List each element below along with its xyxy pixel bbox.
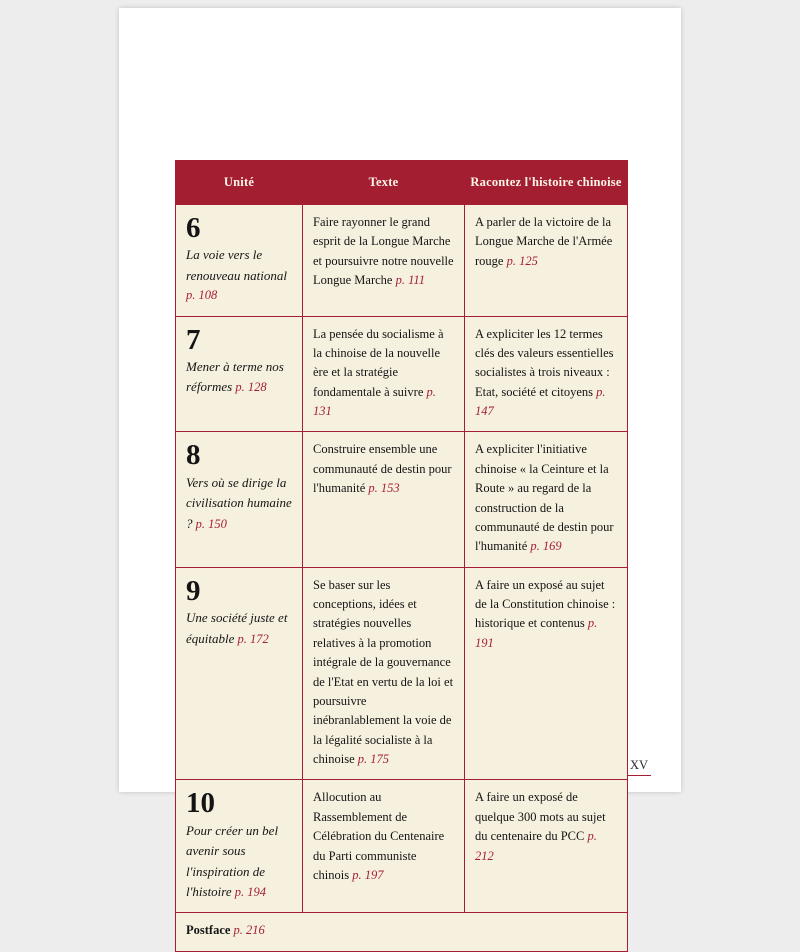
texte-text: La pensée du socialisme à la chinoise de la nouvelle ère et la stratégie fondamentale à suivre — [313, 326, 444, 399]
page-ref: p. 216 — [233, 923, 265, 938]
page-number: XV — [627, 758, 651, 776]
header-racontez: Racontez l'histoire chinoise — [465, 161, 628, 205]
page-ref: p. 150 — [195, 516, 227, 531]
unit-title: Pour créer un bel avenir sous l'inspiration de l'histoire — [186, 822, 279, 899]
racontez-cell — [465, 432, 628, 567]
page-ref: p. 131 — [313, 384, 436, 419]
texte-text: Se baser sur les conceptions, idées et stratégies nouvelles relatives à la promotion intégrale de la gouvernance de l'Etat en vertu de la loi et poursuivre inébranlablement la voie de la légalité socialiste à la chinoise — [313, 577, 454, 767]
unit-number: 10 — [186, 787, 215, 820]
unit-number: 6 — [186, 212, 201, 244]
postface-cell — [176, 913, 628, 951]
page-ref: p. 212 — [475, 829, 597, 863]
unit-number: 8 — [186, 439, 201, 472]
table-row-unit-6 — [176, 205, 628, 317]
contents-table — [175, 160, 628, 952]
postface-row — [176, 913, 628, 951]
texte-text: Allocution au Rassemblement de Célébration du Centenaire du Parti communiste chinois — [313, 790, 445, 882]
texte-text: Construire ensemble une communauté de destin pour l'humanité — [313, 442, 452, 496]
unit-number: 9 — [186, 574, 201, 607]
table-header-row — [176, 161, 628, 205]
unit-title: Vers où se dirige la civilisation humaine ? — [186, 474, 292, 531]
page-ref: p. 194 — [234, 885, 267, 899]
page-ref: p. 169 — [530, 539, 562, 554]
page-ref: p. 128 — [235, 380, 267, 395]
texte-text: Faire rayonner le grand esprit de la Longue Marche et poursuivre notre nouvelle Longue Marche — [313, 215, 454, 288]
unit-cell — [176, 316, 303, 432]
racontez-cell — [465, 205, 628, 317]
texte-cell — [303, 205, 465, 317]
page-ref: p. 175 — [357, 752, 390, 767]
document-page — [119, 8, 681, 938]
unit-title: La voie vers le renouveau national — [186, 247, 287, 283]
unit-title: Une société juste et équitable — [186, 610, 288, 646]
page-ref: p. 111 — [395, 273, 426, 288]
header-texte: Texte — [303, 161, 465, 205]
page-ref: p. 197 — [352, 867, 384, 882]
page-ref: p. 125 — [506, 253, 538, 268]
page-ref: p. 147 — [475, 384, 606, 419]
racontez-text: A expliciter l'initiative chinoise « la Ceinture et la Route » au regard de la construction de la communauté de destin pour l'humanité — [475, 442, 614, 554]
texte-cell — [303, 432, 465, 567]
unit-number: 7 — [186, 323, 201, 356]
racontez-text: A parler de la victoire de la Longue Marche de l'Armée rouge — [475, 215, 613, 268]
page-ref: p. 153 — [368, 481, 400, 496]
racontez-text: A faire un exposé de quelque 300 mots au sujet du centenaire du PCC — [475, 790, 606, 844]
texte-cell — [303, 316, 465, 432]
unit-cell — [176, 567, 303, 780]
racontez-text: A faire un exposé au sujet de la Constitution chinoise : historique et contenus — [475, 577, 616, 631]
page-ref: p. 191 — [475, 616, 598, 650]
page-ref: p. 108 — [186, 288, 218, 303]
unit-title: Mener à terme nos réformes — [186, 359, 284, 395]
racontez-text: A expliciter les 12 termes clés des valeurs essentielles socialistes à trois niveaux : Etat, société et citoyens — [475, 326, 614, 399]
table-row-unit-9 — [176, 567, 628, 780]
page-ref: p. 172 — [237, 631, 269, 646]
racontez-cell — [465, 567, 628, 780]
racontez-cell — [465, 316, 628, 432]
texte-cell — [303, 567, 465, 780]
table-row-unit-7 — [176, 316, 628, 432]
postface-label: Postface — [186, 923, 231, 938]
header-unite: Unité — [176, 161, 303, 205]
table-row-unit-8 — [176, 432, 628, 567]
unit-cell — [176, 205, 303, 317]
unit-cell — [176, 432, 303, 567]
